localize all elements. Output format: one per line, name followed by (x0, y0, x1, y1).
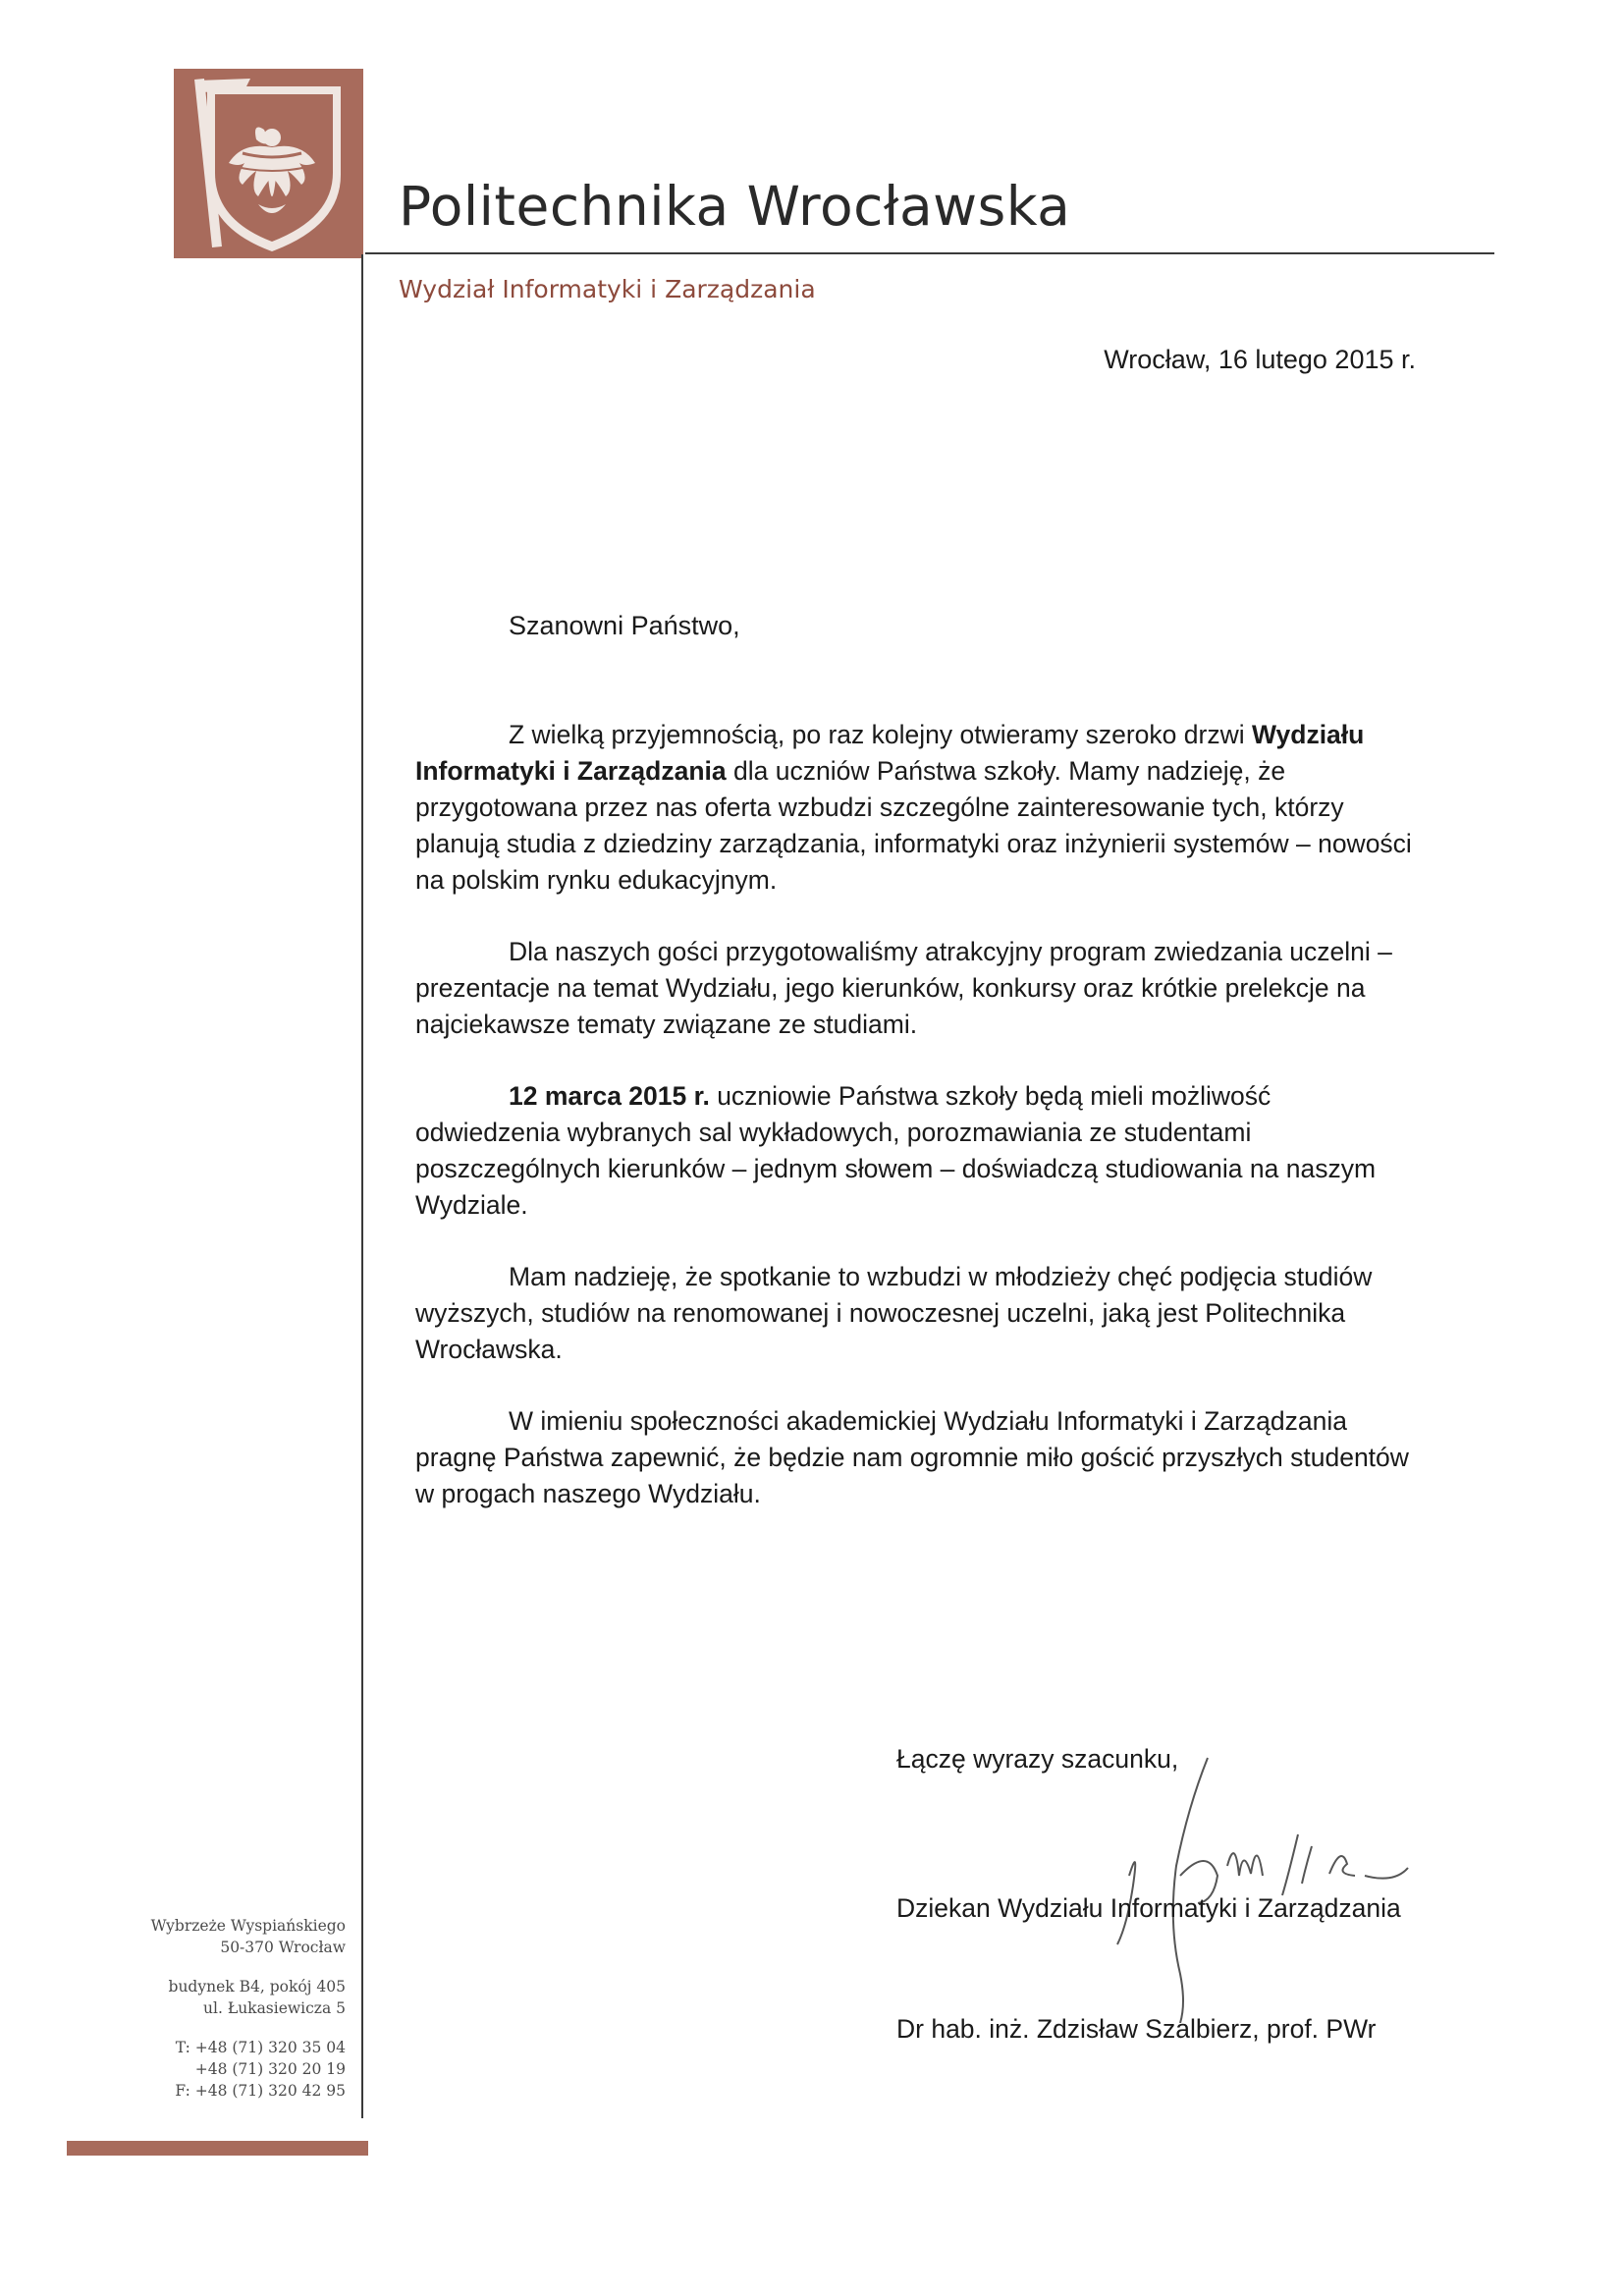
paragraph-1-text-b: dla uczniów Państwa szkoły. Mamy nadzieję, że przygotowana przez nas oferta wzbudzi szczególne zainteresowanie tych, którzy planują studia z dziedziny zarządzania, informatyki oraz inżynierii systemów – nowości na polskim rynku edukacyjnym. (415, 756, 1412, 895)
salutation: Szanowni Państwo, (509, 611, 740, 640)
building-line: budynek B4, pokój 405 (168, 1978, 346, 1995)
margin-divider (361, 254, 363, 2118)
footer-address-block (118, 1915, 346, 2119)
paragraph-3 (415, 1078, 1417, 1224)
signer-name: Dr hab. inż. Zdzisław Szalbierz, prof. PWr (896, 2014, 1377, 2044)
faculty-bold-text: Wydziału Informatyki i Zarządzania (415, 720, 1365, 786)
paragraph-1-text-a: Z wielką przyjemnością, po raz kolejny otwieramy szeroko drzwi (509, 720, 1252, 749)
paragraph-3-text: uczniowie Państwa szkoły będą mieli możliwość odwiedzenia wybranych sal wykładowych, porozmawiania ze studentami poszczególnych kierunków – jednym słowem – doświadczą studiowania na naszym Wydziale. (415, 1081, 1377, 1220)
phone-2: +48 (71) 320 20 19 (194, 2060, 346, 2078)
footer-accent-bar (67, 2141, 368, 2156)
faculty-name: Wydział Informatyki i Zarządzania (399, 275, 816, 303)
paragraph-2: Dla naszych gości przygotowaliśmy atrakcyjny program zwiedzania uczelni – prezentacje na temat Wydziału, jego kierunków, konkursy oraz krótkie prelekcje na najciekawsze tematy związane ze studiami. (415, 937, 1392, 1039)
letter-date: Wrocław, 16 lutego 2015 r. (1104, 345, 1416, 374)
header-divider (365, 252, 1494, 254)
phone-1: T: +48 (71) 320 35 04 (175, 2039, 346, 2056)
university-logo (174, 69, 363, 258)
university-name: Politechnika Wrocławska (399, 175, 1071, 238)
paragraph-4: Mam nadzieję, że spotkanie to wzbudzi w młodzieży chęć podjęcia studiów wyższych, studiów na renomowanej i nowoczesnej uczelni, jaką jest Politechnika Wrocławska. (415, 1262, 1373, 1364)
event-date-bold: 12 marca 2015 r. (509, 1081, 710, 1111)
closing-phrase: Łączę wyrazy szacunku, (896, 1744, 1179, 1774)
paragraph-5: W imieniu społeczności akademickiej Wydziału Informatyki i Zarządzania pragnę Państwa zapewnić, że będzie nam ogromnie miło gościć przyszłych studentów w progach naszego Wydziału. (415, 1406, 1409, 1508)
street-line: Wybrzeże Wyspiańskiego (150, 1917, 346, 1935)
postcode-line: 50-370 Wrocław (220, 1939, 346, 1956)
handwritten-signature (1070, 1728, 1483, 2023)
contact-numbers (118, 2037, 346, 2102)
paragraph-1 (415, 717, 1417, 899)
letter-body (415, 717, 1417, 1548)
signer-title: Dziekan Wydziału Informatyki i Zarządzania (896, 1893, 1401, 1923)
fax-number: F: +48 (71) 320 42 95 (175, 2082, 346, 2100)
building-street-line: ul. Łukasiewicza 5 (203, 1999, 346, 2017)
building-address (118, 1976, 346, 2019)
postal-address (118, 1915, 346, 1958)
eagle-crest-icon (174, 69, 363, 258)
